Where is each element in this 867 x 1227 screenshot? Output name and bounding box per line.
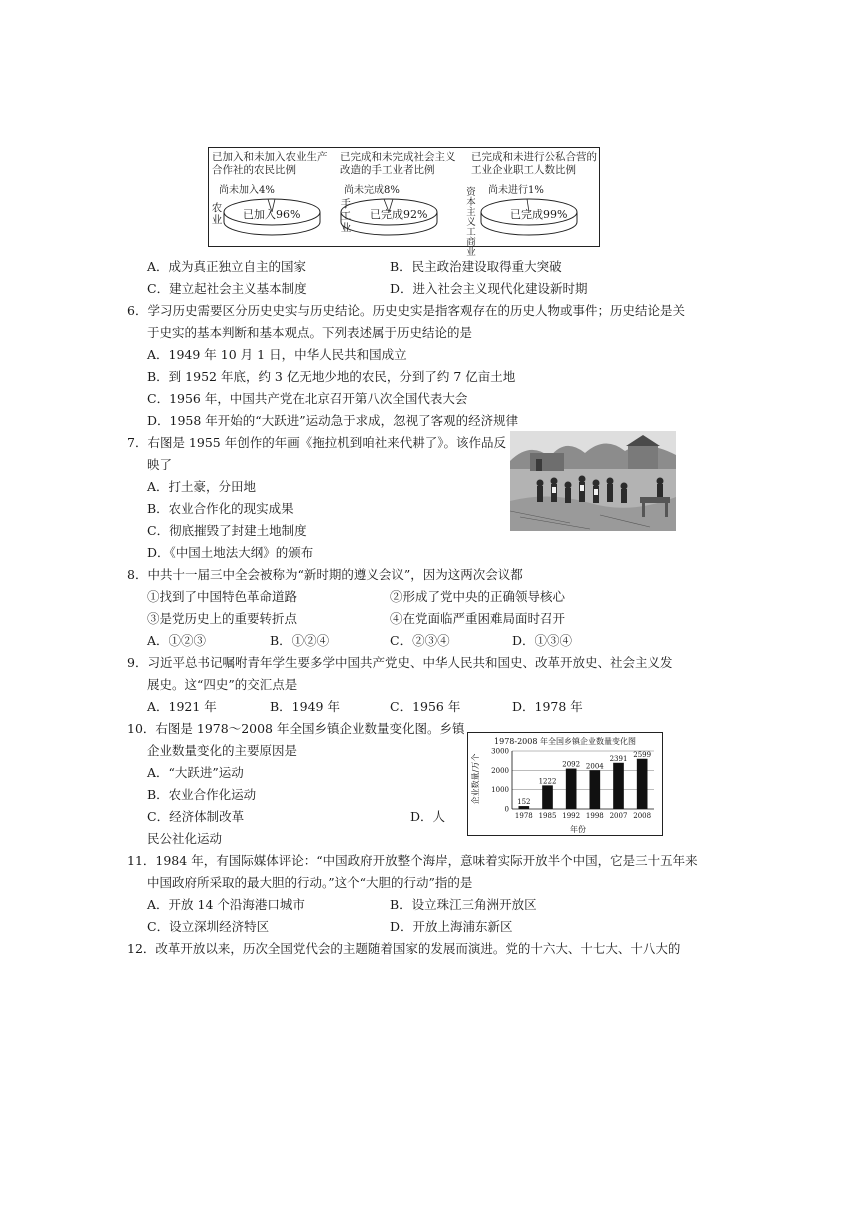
pie2-title: 已完成和未完成社会主义改造的手工业者比例 [340,151,456,176]
chart-bar [519,806,530,809]
q11-option-a: A．开放 14 个沿海港口城市 [147,897,305,912]
q11-stem-line1: 11．1984 年，有国际媒体评论：“中国政府开放整个海岸，意味着实际开放半个中国，它是三十五年来 [127,853,698,868]
q10-option-d-continued: 民公社化运动 [147,831,223,846]
chart-bar [590,770,601,809]
q10-option-c: C．经济体制改革 [147,809,245,824]
pie3-side-label: 资本主义工商业 [466,187,476,258]
chart-data-label: 2599 [633,750,652,759]
q11-stem-line2: 中国政府所采取的最大胆的行动。”这个“大胆的行动”指的是 [147,875,473,890]
chart-bar [613,763,624,809]
chart-y-tick-label: 0 [504,805,509,814]
q5-option-a: A．成为真正独立自主的国家 [147,259,307,274]
q8-option-b: B．①②④ [270,633,330,648]
township-enterprise-bar-chart [467,732,663,836]
q5-option-d: D．进入社会主义现代化建设新时期 [390,281,588,296]
q5-option-b: B．民主政治建设取得重大突破 [390,259,562,274]
chart-bar [566,769,577,809]
q8-item-4: ④在党面临严重困难局面时召开 [390,611,566,626]
q10-stem-line2: 企业数量变化的主要原因是 [147,743,298,758]
chart-x-tick-label: 2008 [633,812,652,820]
pie1-title: 已加入和未加入农业生产合作社的农民比例 [212,151,328,176]
q7-option-d: D．《中国土地法大纲》的颁布 [147,545,314,560]
q7-stem-line1: 7．右图是 1955 年创作的年画《拖拉机到咱社来代耕了》。该作品反 [127,435,506,450]
pie3-main-label: 已完成99% [510,208,568,221]
chart-x-tick-label: 1978 [514,812,533,820]
pie2-main-label: 已完成92% [370,208,428,221]
q7-stem-line2: 映了 [147,457,173,472]
q6-stem-line2: 于史实的基本判断和基本观点。下列表述属于历史结论的是 [147,325,473,340]
q11-option-b: B．设立珠江三角洲开放区 [390,897,537,912]
q8-item-3: ③是党历史上的重要转折点 [147,611,298,626]
q6-option-d: D．1958 年开始的“大跃进”运动急于求成，忽视了客观的经济规律 [147,413,519,428]
bar-chart-svg [468,733,662,835]
chart-y-tick-label: 2000 [491,766,509,775]
chart-x-tick-label: 1985 [538,812,557,820]
pie3-title: 已完成和未进行公私合营的工业企业职工人数比例 [471,151,597,176]
chart-bar [542,785,553,809]
chart-x-tick-label: 1992 [562,812,581,820]
chart-bar [637,759,648,809]
q6-option-c: C．1956 年，中国共产党在北京召开第八次全国代表大会 [147,391,468,406]
q9-option-b: B．1949 年 [270,699,340,714]
pie1-side-label: 农业 [211,202,223,226]
q12-stem-line1: 12．改革开放以来，历次全国党代会的主题随着国家的发展而演进。党的十六大、十七大、十八大的 [127,941,681,956]
q10-option-b: B．农业合作化运动 [147,787,257,802]
q7-option-b: B．农业合作化的现实成果 [147,501,294,516]
new-year-painting-image [510,431,676,531]
chart-x-tick-label: 2007 [609,812,628,820]
chart-y-axis-label: 企业数量/万个 [471,753,480,805]
q11-option-c: C．设立深圳经济特区 [147,919,270,934]
chart-y-tick-label: 3000 [491,747,509,756]
q7-option-c: C．彻底摧毁了封建土地制度 [147,523,307,538]
pie3-small-label: 尚未进行1% [488,185,544,196]
chart-y-tick-label: 1000 [491,786,509,795]
chart-data-label: 152 [517,798,531,807]
chart-data-label: 2092 [562,760,581,769]
q8-option-a: A．①②③ [147,633,207,648]
q7-option-a: A．打土豪，分田地 [147,479,257,494]
q9-option-d: D．1978 年 [512,699,583,714]
q11-option-d: D．开放上海浦东新区 [390,919,513,934]
chart-x-tick-label: 1998 [585,812,604,820]
q8-option-c: C．②③④ [390,633,450,648]
q9-option-c: C．1956 年 [390,699,461,714]
q8-stem: 8．中共十一届三中全会被称为“新时期的遵义会议”，因为这两次会议都 [127,567,523,582]
pie2-small-label: 尚未完成8% [344,185,400,196]
q10-option-d: D．人 [410,809,446,824]
chart-x-axis-label: 年份 [570,825,586,834]
pie1-main-label: 已加入96% [243,208,301,221]
pie2-side-label: 手工业 [340,198,352,234]
q9-option-a: A．1921 年 [147,699,217,714]
pie-figure [208,147,600,258]
pie1-small-label: 尚未加入4% [219,185,275,196]
q8-item-1: ①找到了中国特色革命道路 [147,589,298,604]
painting-drawing [510,431,676,531]
chart-data-label: 1222 [538,777,557,786]
chart-data-label: 2391 [609,754,628,763]
q10-option-a: A．“大跃进”运动 [147,765,244,780]
q6-stem-line1: 6．学习历史需要区分历史史实与历史结论。历史史实是指客观存在的历史人物或事件；历史结论是关 [127,303,685,318]
q8-option-d: D．①③④ [512,633,573,648]
q10-stem-line1: 10．右图是 1978～2008 年全国乡镇企业数量变化图。乡镇 [127,721,465,736]
q9-stem-line2: 展史。这“四史”的交汇点是 [147,677,298,692]
q6-option-b: B．到 1952 年底，约 3 亿无地少地的农民，分到了约 7 亿亩土地 [147,369,516,384]
q8-item-2: ②形成了党中央的正确领导核心 [390,589,566,604]
q5-option-c: C．建立起社会主义基本制度 [147,281,307,296]
chart-data-label: 2004 [585,762,604,771]
q6-option-a: A．1949 年 10 月 1 日，中华人民共和国成立 [147,347,407,362]
chart-title: 1978-2008 年全国乡镇企业数量变化图 [494,737,636,746]
q9-stem-line1: 9．习近平总书记嘱咐青年学生要多学中国共产党史、中华人民共和国史、改革开放史、社会主义发 [127,655,673,670]
